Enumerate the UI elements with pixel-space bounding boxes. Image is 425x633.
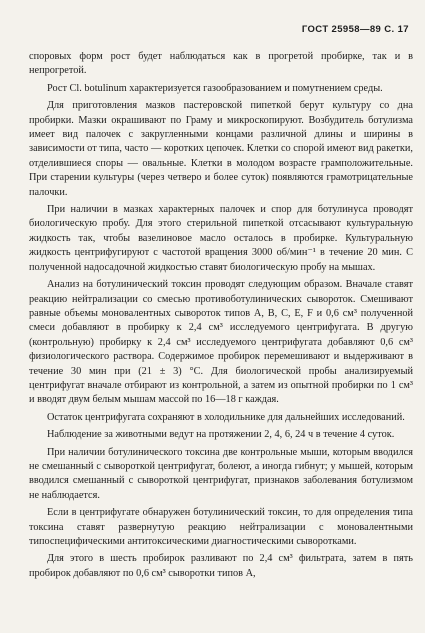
paragraph-10: Для этого в шесть пробирок разливают по 2,4 см³ фильтрата, затем в пять пробирок добавляют по 0,6 см³ сыворотки типов А,	[29, 553, 413, 579]
paragraph-6: Остаток центрифугата сохраняют в холодильнике для дальнейших исследований.	[47, 411, 405, 423]
paragraph-7: Наблюдение за животными ведут на протяжении 2, 4, 6, 24 ч в течение 4 суток.	[47, 429, 395, 441]
paragraph-5: Анализ на ботулинический токсин проводят следующим образом. Вначале ставят реакцию нейтрализации со смесью противоботулинических сывороток. Смешивают равные объемы моновалентных сывороток типов A, B, C, E, F и 0,6 см³ полученной смеси добавляют в пробирку к 2,4 см³ исследуемого центрифугата. В другую (контрольную) пробирку к 2,4 см³ исследуемого центрифугата добавляют 0,6 см³ физиологического раствора. Содержимое пробирок перемешивают и выдерживают в течение 30 мин при (21 ± 3) °С. Для биологической пробы анализируемый центрифугат вначале отбирают из контрольной, а затем из опытной пробирки по 1 см³ и вводят двум белым мышам массой по 16—18 г каждая.	[29, 279, 413, 406]
page-header: ГОСТ 25958—89 С. 17	[301, 24, 409, 35]
paragraph-2: Рост Cl. botulinum характеризуется газообразованием и помутнением среды.	[47, 82, 383, 94]
paragraph-4: При наличии в мазках характерных палочек и спор для ботулинуса проводят биологическую пробу. Для этого стерильной пипеткой отсасывают культуральную жидкость так, чтобы вазелиновое масло осталось в пробирке. Культуральную жидкость центрифугируют с частотой вращения 3000 об/мин⁻¹ в течение 20 мин. С полученной надосадочной жидкостью ставят биологическую пробу на мышах.	[29, 204, 413, 273]
paragraph-1: споровых форм рост будет наблюдаться как в прогретой пробирке, так и в непрогретой.	[29, 51, 413, 77]
paragraph-9: Если в центрифугате обнаружен ботулинический токсин, то для определения типа токсина ставят развернутую реакцию нейтрализации с моновалентными типоспецифическими антитоксическими диагностическими сыворотками.	[29, 507, 413, 547]
document-body	[29, 50, 413, 581]
paragraph-8: При наличии ботулинического токсина две контрольные мыши, которым вводился не смешанный с сывороткой центрифугат, болеют, а иногда гибнут; у мышей, которым вводился смешанный с сывороткой центрифугат, признаков заболевания ботулизмом не наблюдается.	[29, 446, 413, 501]
paragraph-3: Для приготовления мазков пастеровской пипеткой берут культуру со дна пробирки. Мазки окрашивают по Граму и микроскопируют. Возбудитель ботулизма имеет вид палочек с закругленными концами различной длины и ширины в зависимости от типа, часто — коротких цепочек. Клетки со спорой имеют вид ракетки, отделившиеся споры — овальные. Клетки в молодом возрасте грамположительные. При старении культуры (через четверо и более суток) появляются грамотрицательные палочки.	[29, 100, 413, 198]
